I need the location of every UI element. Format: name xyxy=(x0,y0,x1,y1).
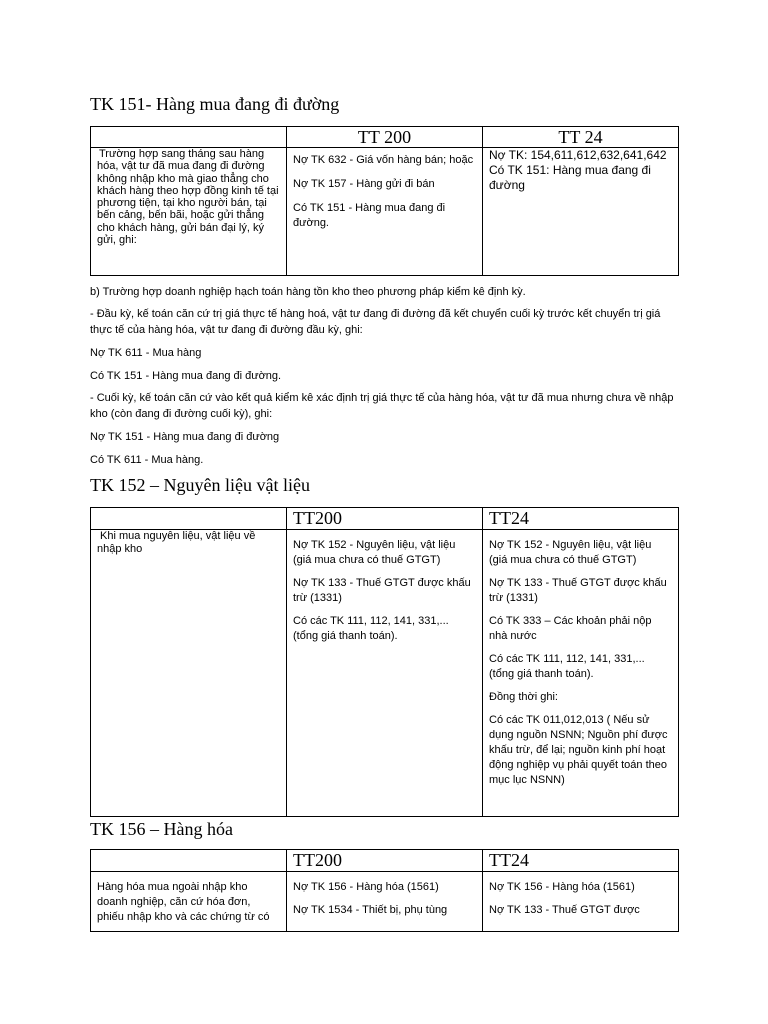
entry-text: Nợ TK 1534 - Thiết bị, phụ tùng xyxy=(293,904,448,916)
table-tk152 xyxy=(90,507,679,817)
paragraph: Nợ TK 611 - Mua hàng xyxy=(90,347,202,359)
entry-text: Có các TK 111, 112, 141, 331,... (tổng giá thanh toán). xyxy=(293,615,449,642)
row-description-cell xyxy=(91,872,287,932)
column-header-tt24: TT24 xyxy=(483,850,679,872)
tt200-entries-cell xyxy=(287,530,483,817)
paragraph: Nợ TK 151 - Hàng mua đang đi đường xyxy=(90,431,280,443)
section-heading-tk156: TK 156 – Hàng hóa xyxy=(90,819,233,839)
table-header-empty xyxy=(91,850,287,872)
paragraph: b) Trường hợp doanh nghiệp hạch toán hàng tồn kho theo phương pháp kiểm kê định kỳ. xyxy=(90,286,526,298)
entry-text: Có TK 151 - Hàng mua đang đi đường. xyxy=(293,202,446,229)
table-tk156 xyxy=(90,849,679,932)
column-header-tt200: TT 200 xyxy=(287,127,483,148)
section-heading-tk152: TK 152 – Nguyên liệu vật liệu xyxy=(90,475,310,495)
table-header-empty xyxy=(91,127,287,148)
entry-text: Đồng thời ghi: xyxy=(489,691,558,703)
entry-text: Có các TK 011,012,013 ( Nếu sử dụng nguồn NSNN; Nguồn phí được khấu trừ, để lại; nguồn kinh phí hoạt động nghiệp vụ phải quyết toán theo mục lục NSNN) xyxy=(489,714,668,786)
tt24-entries-cell xyxy=(483,872,679,932)
tt200-entries-cell xyxy=(287,872,483,932)
entry-text: Nợ TK 632 - Giá vốn hàng bán; hoặc xyxy=(293,154,474,166)
column-header-tt24: TT24 xyxy=(483,508,679,530)
paragraph: - Cuối kỳ, kế toán căn cứ vào kết quả kiểm kê xác định trị giá thực tế của hàng hóa, vật tư đã mua nhưng chưa về nhập kho (còn đang đi đường cuối kỳ), ghi: xyxy=(90,392,674,420)
entry-text: Có các TK 111, 112, 141, 331,... (tổng giá thanh toán). xyxy=(489,653,645,680)
column-header-tt200: TT200 xyxy=(287,508,483,530)
row-description: Khi mua nguyên liệu, vật liệu về nhập kho xyxy=(97,530,256,555)
row-description-cell xyxy=(91,148,287,276)
row-description: Trường hợp sang tháng sau hàng hóa, vật tư đã mua đang đi đường không nhập kho mà giao thẳng cho khách hàng theo hợp đồng kinh tế tại phương tiện, tại kho người bán, tại bến cảng, bến bãi, hoặc gửi thẳng cho khách hàng, gửi bán đại lý, ký gửi, ghi: xyxy=(97,148,279,247)
entry-text: Có TK 333 – Các khoản phải nộp nhà nước xyxy=(489,615,652,642)
tt24-entries-cell xyxy=(483,148,679,276)
entry-text: Nợ TK: 154,611,612,632,641,642 xyxy=(489,148,667,162)
column-header-tt24: TT 24 xyxy=(483,127,679,148)
section-heading-tk151: TK 151- Hàng mua đang đi đường xyxy=(90,94,340,114)
entry-text: Nợ TK 133 - Thuế GTGT được khấu trừ (1331) xyxy=(293,577,471,604)
paragraph: Có TK 151 - Hàng mua đang đi đường. xyxy=(90,370,282,382)
tt200-entries-cell xyxy=(287,148,483,276)
table-tk151 xyxy=(90,126,679,276)
entry-text: Nợ TK 133 - Thuế GTGT được xyxy=(489,904,640,916)
tt24-entries-cell xyxy=(483,530,679,817)
entry-text: Nợ TK 156 - Hàng hóa (1561) xyxy=(489,881,635,893)
entry-text: Nợ TK 152 - Nguyên liệu, vật liệu (giá mua chưa có thuế GTGT) xyxy=(293,539,456,566)
entry-text: Nợ TK 152 - Nguyên liệu, vật liệu (giá mua chưa có thuế GTGT) xyxy=(489,539,652,566)
paragraph: Có TK 611 - Mua hàng. xyxy=(90,454,204,466)
entry-text: Nợ TK 157 - Hàng gửi đi bán xyxy=(293,178,435,190)
row-description: Hàng hóa mua ngoài nhập kho doanh nghiệp, căn cứ hóa đơn, phiếu nhập kho và các chứng từ có xyxy=(97,881,270,923)
row-description-cell xyxy=(91,530,287,817)
table-header-empty xyxy=(91,508,287,530)
entry-text: Nợ TK 133 - Thuế GTGT được khấu trừ (1331) xyxy=(489,577,667,604)
column-header-tt200: TT200 xyxy=(287,850,483,872)
entry-text: Có TK 151: Hàng mua đang đi đường xyxy=(489,163,651,192)
entry-text: Nợ TK 156 - Hàng hóa (1561) xyxy=(293,881,439,893)
paragraph: - Đầu kỳ, kế toán căn cứ trị giá thực tế hàng hoá, vật tư đang đi đường đã kết chuyển cuối kỳ trước kết chuyển trị giá thực tế của hàng hóa, vật tư đang đi đường đầu kỳ, ghi: xyxy=(90,308,661,336)
